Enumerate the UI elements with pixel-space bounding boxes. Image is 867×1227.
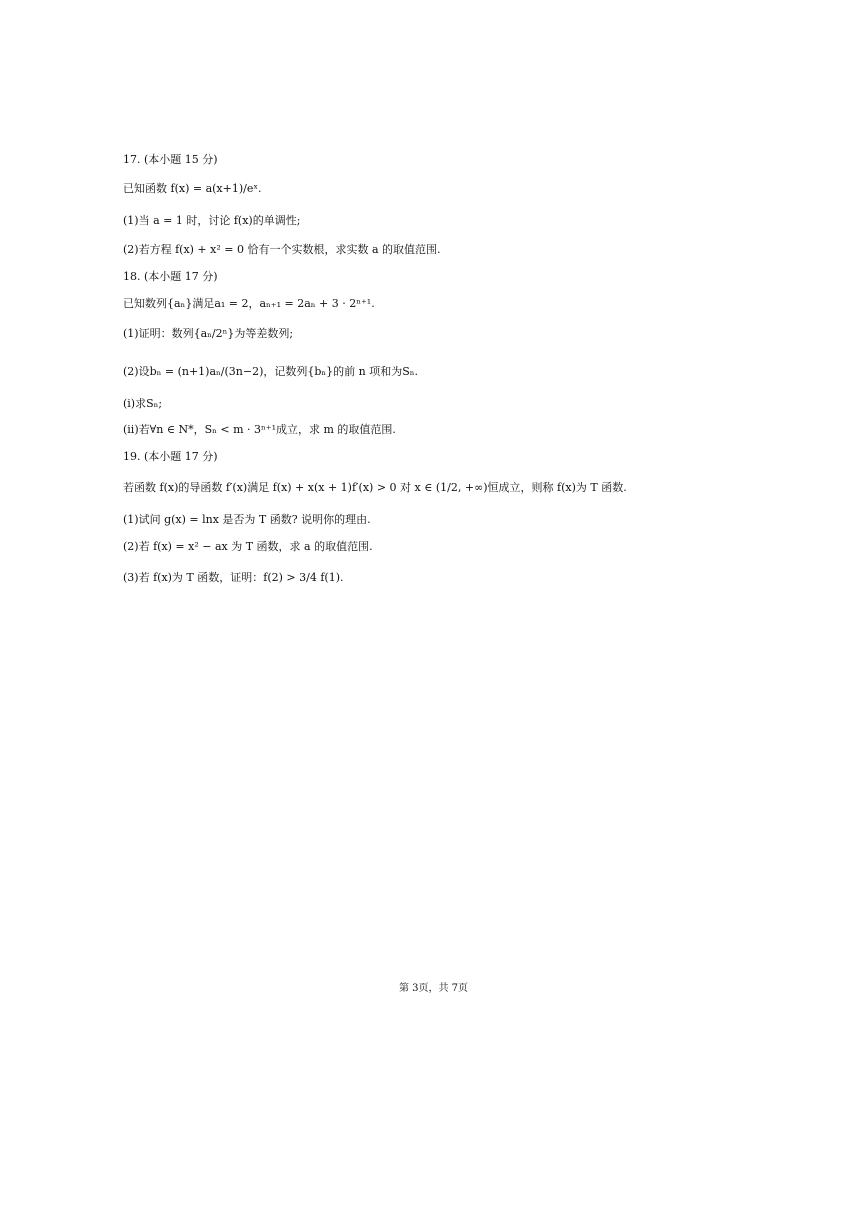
problem-text: (i)求Sₙ; [123, 397, 163, 410]
problem-text: (2)若 f(x) = x² − ax 为 T 函数，求 a 的取值范围. [123, 540, 373, 553]
problem-header: 17. (本小题 15 分) [123, 153, 218, 166]
problem-text: (1)当 a = 1 时，讨论 f(x)的单调性; [123, 214, 301, 227]
problem-text: 已知数列{aₙ}满足a₁ = 2，aₙ₊₁ = 2aₙ + 3 · 2ⁿ⁺¹. [123, 297, 375, 310]
problem-text: (2)若方程 f(x) + x² = 0 恰有一个实数根，求实数 a 的取值范围. [123, 243, 441, 256]
problem-text: 已知函数 f(x) = a(x+1)/eˣ. [123, 182, 262, 195]
problem-text: 若函数 f(x)的导函数 f′(x)满足 f(x) + x(x + 1)f′(x) > 0 对 x ∈ (1/2, +∞)恒成立，则称 f(x)为 T 函数. [123, 481, 627, 494]
problem-text: (1)试问 g(x) = lnx 是否为 T 函数? 说明你的理由. [123, 513, 371, 526]
problem-header: 19. (本小题 17 分) [123, 450, 218, 463]
page-footer: 第 3页，共 7页 [398, 983, 469, 994]
problem-header: 18. (本小题 17 分) [123, 270, 218, 283]
problem-text: (1)证明：数列{aₙ/2ⁿ}为等差数列; [123, 327, 294, 340]
problem-text: (2)设bₙ = (n+1)aₙ/(3n−2)，记数列{bₙ}的前 n 项和为Sₙ. [123, 365, 419, 378]
problem-text: (ii)若∀n ∈ N*，Sₙ < m · 3ⁿ⁺¹成立，求 m 的取值范围. [123, 423, 396, 436]
problem-text: (3)若 f(x)为 T 函数，证明：f(2) > 3/4 f(1). [123, 571, 344, 584]
